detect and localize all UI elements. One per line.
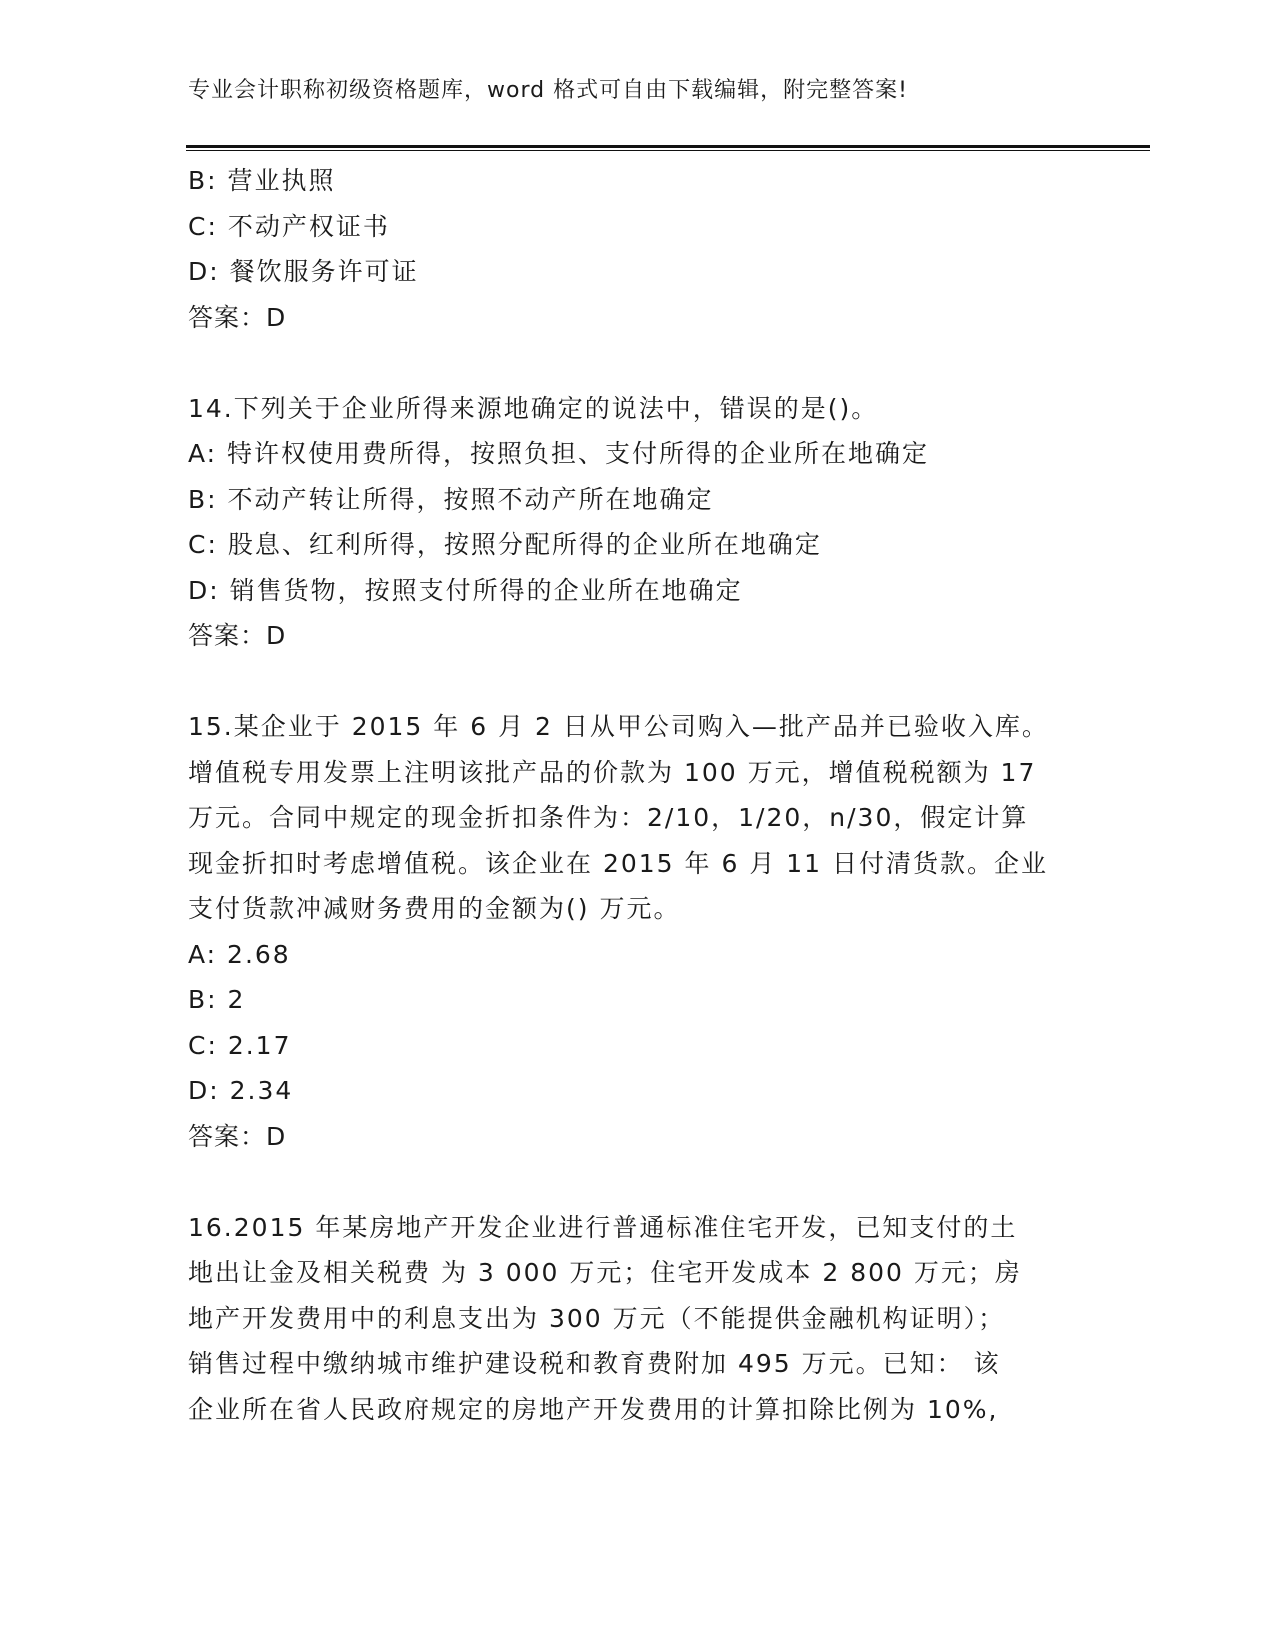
option-c: C: 2.17: [188, 1030, 292, 1060]
question-16-stem-line: 销售过程中缴纳城市维护建设税和教育费附加 495 万元。已知： 该: [188, 1349, 1001, 1378]
question-14-block: [188, 386, 1088, 659]
answer-line: 答案：D: [188, 621, 287, 650]
question-16-stem-line: 企业所在省人民政府规定的房地产开发费用的计算扣除比例为 10%,: [188, 1394, 999, 1424]
option-d: D: 销售货物，按照支付所得的企业所在地确定: [188, 575, 743, 605]
question-15-stem-line: 现金折扣时考虑增值税。该企业在 2015 年 6 月 11 日付清货款。企业: [188, 848, 1049, 878]
option-b: B: 营业执照: [188, 166, 336, 195]
document-body: [188, 158, 1088, 1432]
question-15-stem-line: 15.某企业于 2015 年 6 月 2 日从甲公司购入—批产品并已验收入库。: [188, 712, 1049, 741]
option-d: D: 餐饮服务许可证: [188, 257, 419, 286]
option-a: A: 2.68: [188, 939, 291, 969]
question-16-stem-line: 16.2015 年某房地产开发企业进行普通标准住宅开发，已知支付的土: [188, 1212, 1018, 1242]
question-15-stem-line: 万元。合同中规定的现金折扣条件为：2/10，1/20，n/30，假定计算: [188, 803, 1029, 832]
option-b: B: 不动产转让所得，按照不动产所在地确定: [188, 484, 714, 514]
prev-question-block: [188, 158, 1088, 340]
question-14-stem: 14.下列关于企业所得来源地确定的说法中，错误的是()。: [188, 393, 879, 423]
option-b: B: 2: [188, 985, 246, 1014]
question-16-stem-line: 地产开发费用中的利息支出为 300 万元（不能提供金融机构证明）；: [188, 1303, 1006, 1333]
spacer: [188, 1159, 1088, 1205]
question-16-stem-line: 地出让金及相关税费 为 3 000 万元；住宅开发成本 2 800 万元；房: [188, 1258, 1022, 1287]
option-c: C: 股息、红利所得，按照分配所得的企业所在地确定: [188, 530, 822, 559]
question-16-block: [188, 1205, 1088, 1433]
question-15-block: [188, 704, 1088, 1159]
page-header: 专业会计职称初级资格题库，word 格式可自由下载编辑，附完整答案!: [188, 78, 908, 103]
question-15-stem-line: 支付货款冲减财务费用的金额为() 万元。: [188, 894, 681, 923]
header-rule-thick: [186, 145, 1150, 148]
option-d: D: 2.34: [188, 1076, 294, 1105]
answer-line: 答案：D: [188, 1121, 287, 1151]
question-15-stem-line: 增值税专用发票上注明该批产品的价款为 100 万元，增值税税额为 17: [188, 757, 1037, 787]
spacer: [188, 340, 1088, 386]
option-c: C: 不动产权证书: [188, 211, 390, 241]
spacer: [188, 659, 1088, 705]
answer-line: 答案：D: [188, 302, 287, 332]
option-a: A: 特许权使用费所得，按照负担、支付所得的企业所在地确定: [188, 439, 930, 468]
header-rule-thin: [186, 150, 1150, 151]
